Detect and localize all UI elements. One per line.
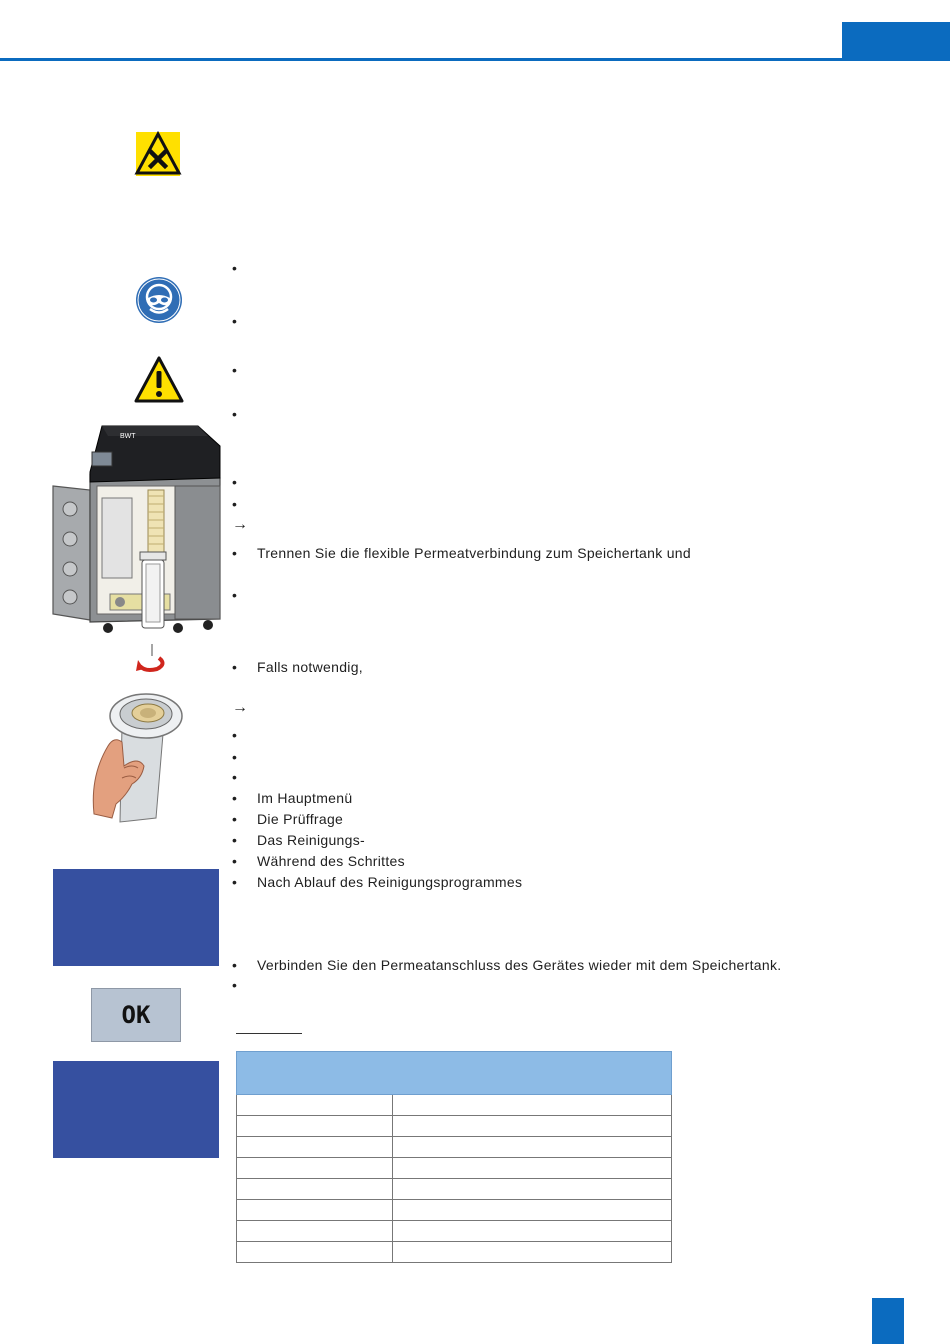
header-rule <box>0 58 950 61</box>
table-cell <box>237 1116 393 1137</box>
table-row <box>237 1137 672 1158</box>
table-cell <box>237 1095 393 1116</box>
table-row <box>237 1242 672 1263</box>
table-row <box>237 1158 672 1179</box>
device-illustration <box>50 424 225 644</box>
table-row <box>237 1221 672 1242</box>
table-cell <box>393 1095 672 1116</box>
table-cell <box>393 1116 672 1137</box>
table-cell <box>237 1158 393 1179</box>
arrow-marker: → <box>232 516 248 533</box>
table-row <box>237 1095 672 1116</box>
header-tab <box>842 22 950 60</box>
table-cell <box>237 1137 393 1158</box>
ok-button[interactable]: OK <box>91 988 181 1042</box>
table-cell <box>237 1221 393 1242</box>
table-cell <box>393 1221 672 1242</box>
svg-text:BWT: BWT <box>120 433 136 440</box>
table-cell <box>237 1179 393 1200</box>
table-cell <box>393 1200 672 1221</box>
display-panel <box>53 869 219 966</box>
table-cell <box>393 1242 672 1263</box>
warning-exclamation-icon <box>134 356 184 409</box>
page-tab <box>872 1298 904 1344</box>
harmful-x-icon <box>134 130 182 183</box>
table-row <box>237 1116 672 1137</box>
data-table <box>236 1051 672 1263</box>
underline-rule <box>236 1033 302 1034</box>
table-cell <box>393 1179 672 1200</box>
arrow-marker: → <box>232 699 248 716</box>
table-cell <box>237 1200 393 1221</box>
display-panel <box>53 1061 219 1158</box>
table-cell <box>393 1137 672 1158</box>
filter-in-hand-illustration <box>86 686 196 831</box>
table-cell <box>393 1158 672 1179</box>
table-header-row <box>237 1052 672 1095</box>
table-row <box>237 1179 672 1200</box>
table-header <box>237 1052 672 1095</box>
rotate-arrow-icon <box>135 642 169 681</box>
safety-goggles-icon <box>135 276 183 329</box>
table-cell <box>237 1242 393 1263</box>
table-row <box>237 1200 672 1221</box>
